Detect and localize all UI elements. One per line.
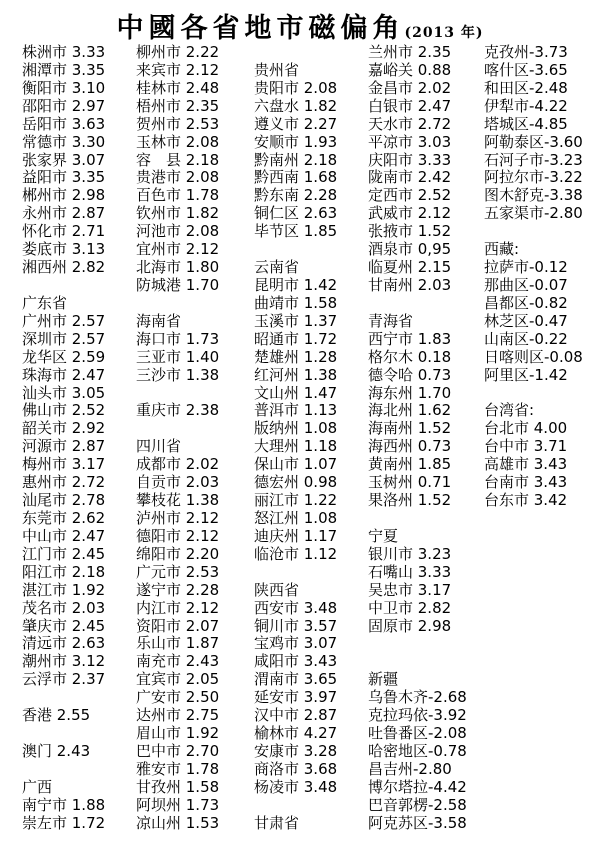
entry-line: 吐鲁番区-2.08 — [368, 724, 467, 743]
entry-line: 云浮市 2.37 — [22, 670, 106, 689]
entry-line: 益阳市 3.35 — [22, 168, 106, 187]
entry-line: 广安市 2.50 — [136, 688, 220, 707]
entry-line: 韶关市 2.92 — [22, 419, 106, 438]
blank-line — [22, 725, 138, 743]
entry-line: 庆阳市 3.33 — [368, 150, 452, 169]
entry-line: 台北市 4.00 — [484, 419, 568, 438]
entry-line: 永州市 2.87 — [22, 204, 106, 223]
entry-line: 河源市 2.87 — [22, 437, 106, 456]
entry-line: 桂林市 2.48 — [136, 78, 220, 97]
entry-line: 酒泉市 0,95 — [368, 240, 452, 259]
entry-line: 昭通市 1.72 — [254, 329, 338, 348]
entry-line: 海口市 1.73 — [136, 329, 220, 348]
entry-line: 茂名市 2.03 — [22, 598, 106, 617]
column-xinjiang-taiwan — [484, 44, 600, 510]
entry-line: 贵港市 2.08 — [136, 168, 220, 187]
column-gansu-xinjiang — [368, 44, 484, 833]
entry-line: 东莞市 2.62 — [22, 508, 106, 527]
entry-line: 湘西州 2.82 — [22, 258, 106, 277]
column-guangxi-sichuan — [136, 44, 252, 833]
entry-line: 安顺市 1.93 — [254, 132, 338, 151]
entry-line: 绵阳市 2.20 — [136, 544, 220, 563]
entry-line: 嘉峪关 0.88 — [368, 60, 452, 79]
entry-line: 肇庆市 2.45 — [22, 616, 106, 635]
entry-line: 台南市 3.43 — [484, 473, 568, 492]
entry-line: 格尔木 0.18 — [368, 347, 452, 366]
entry-line: 德宏州 0.98 — [254, 473, 338, 492]
entry-line: 巴中市 2.70 — [136, 741, 220, 760]
blank-line — [22, 761, 138, 779]
column-hunan-guangdong — [22, 44, 138, 833]
column-guizhou-shaanxi — [254, 44, 370, 833]
entry-line: 武威市 2.12 — [368, 204, 452, 223]
blank-line — [254, 44, 370, 62]
entry-line: 石嘴山 3.33 — [368, 562, 452, 581]
entry-line: 毕节区 1.85 — [254, 222, 338, 241]
entry-line: 百色市 1.78 — [136, 186, 220, 205]
entry-line: 来宾市 2.12 — [136, 60, 220, 79]
blank-line — [254, 797, 370, 815]
entry-line: 果洛州 1.52 — [368, 491, 452, 510]
entry-line: 广州市 2.57 — [22, 311, 106, 330]
title-text: 中國各省地市磁偏角 — [116, 13, 405, 44]
blank-line — [484, 223, 600, 241]
entry-line: 克孜州-3.73 — [484, 43, 568, 61]
entry-line: 平凉市 3.03 — [368, 132, 452, 151]
entry-line: 梅州市 3.17 — [22, 455, 106, 474]
entry-line: 吴忠市 3.17 — [368, 580, 452, 599]
entry-line: 黔西南 1.68 — [254, 168, 338, 187]
entry-line: 陕西省 — [254, 580, 300, 599]
entry-line: 宝鸡市 3.07 — [254, 634, 338, 653]
entry-line: 昌吉州-2.80 — [368, 759, 452, 778]
entry-line: 广东省 — [22, 293, 68, 312]
entry-line: 黔南州 2.18 — [254, 150, 338, 169]
entry-line: 林芝区-0.47 — [484, 311, 568, 330]
entry-line: 楚雄州 1.28 — [254, 347, 338, 366]
entry-line: 遵义市 2.27 — [254, 114, 338, 133]
entry-line: 青海省 — [368, 311, 414, 330]
entry-line: 岳阳市 3.63 — [22, 114, 106, 133]
entry-line: 临沧市 1.12 — [254, 544, 338, 563]
entry-line: 崇左市 1.72 — [22, 813, 106, 832]
entry-line: 汕头市 3.05 — [22, 383, 106, 402]
blank-line — [254, 564, 370, 582]
entry-line: 甘肃省 — [254, 813, 300, 832]
entry-line: 郴州市 2.98 — [22, 186, 106, 205]
entry-line: 宁夏 — [368, 526, 399, 545]
entry-line: 拉萨市-0.12 — [484, 258, 568, 277]
entry-line: 阿克苏区-3.58 — [368, 813, 467, 832]
entry-line: 宜宾市 2.05 — [136, 670, 220, 689]
entry-line: 防城港 1.70 — [136, 275, 220, 294]
entry-line: 佛山市 2.52 — [22, 401, 106, 420]
entry-line: 海东州 1.70 — [368, 383, 452, 402]
entry-line: 西宁市 1.83 — [368, 329, 452, 348]
entry-line: 榆林市 4.27 — [254, 724, 338, 743]
entry-line: 怒江州 1.08 — [254, 508, 338, 527]
entry-line: 海南省 — [136, 311, 182, 330]
entry-line: 克拉玛依-3.92 — [368, 706, 467, 725]
entry-line: 德令哈 0.73 — [368, 365, 452, 384]
entry-line: 玉林市 2.08 — [136, 132, 220, 151]
entry-line: 哈密地区-0.78 — [368, 741, 467, 760]
entry-line: 阿拉尔市-3.22 — [484, 168, 583, 187]
entry-line: 咸阳市 3.43 — [254, 652, 338, 671]
entry-line: 泸州市 2.12 — [136, 508, 220, 527]
entry-line: 河池市 2.08 — [136, 222, 220, 241]
entry-line: 昌都区-0.82 — [484, 293, 568, 312]
entry-line: 大理州 1.18 — [254, 437, 338, 456]
entry-line: 遂宁市 2.28 — [136, 580, 220, 599]
entry-line: 凉山州 1.53 — [136, 813, 220, 832]
entry-line: 天水市 2.72 — [368, 114, 452, 133]
entry-line: 三沙市 1.38 — [136, 365, 220, 384]
entry-line: 铜川市 3.57 — [254, 616, 338, 635]
blank-line — [136, 295, 252, 313]
entry-line: 黔东南 2.28 — [254, 186, 338, 205]
entry-line: 雅安市 1.78 — [136, 759, 220, 778]
entry-line: 成都市 2.02 — [136, 455, 220, 474]
entry-line: 延安市 3.97 — [254, 688, 338, 707]
entry-line: 和田区-2.48 — [484, 78, 568, 97]
entry-line: 珠海市 2.47 — [22, 365, 106, 384]
entry-line: 陇南市 2.42 — [368, 168, 452, 187]
blank-line — [254, 241, 370, 259]
entry-line: 安康市 3.28 — [254, 741, 338, 760]
entry-line: 塔城区-4.85 — [484, 114, 568, 133]
entry-line: 白银市 2.47 — [368, 96, 452, 115]
entry-line: 阿坝州 1.73 — [136, 795, 220, 814]
blank-line — [136, 420, 252, 438]
entry-line: 铜仁区 2.63 — [254, 204, 338, 223]
entry-line: 中山市 2.47 — [22, 526, 106, 545]
entry-line: 海北州 1.62 — [368, 401, 452, 420]
entry-line: 版纳州 1.08 — [254, 419, 338, 438]
entry-line: 渭南市 3.65 — [254, 670, 338, 689]
entry-line: 广西 — [22, 777, 53, 796]
entry-line: 龙华区 2.59 — [22, 347, 106, 366]
entry-line: 普洱市 1.13 — [254, 401, 338, 420]
entry-line: 台中市 3.71 — [484, 437, 568, 456]
entry-line: 三亚市 1.40 — [136, 347, 220, 366]
entry-line: 金昌市 2.02 — [368, 78, 452, 97]
entry-line: 自贡市 2.03 — [136, 473, 220, 492]
title-year: (2013 年) — [404, 25, 484, 41]
entry-line: 阿里区-1.42 — [484, 365, 568, 384]
entry-line: 台湾省: — [484, 401, 535, 420]
entry-line: 贵阳市 2.08 — [254, 78, 338, 97]
entry-line: 图木舒克-3.38 — [484, 186, 583, 205]
entry-line: 玉溪市 1.37 — [254, 311, 338, 330]
entry-line: 常德市 3.30 — [22, 132, 106, 151]
entry-line: 喀什区-3.65 — [484, 60, 568, 79]
entry-line: 丽江市 1.22 — [254, 491, 338, 510]
entry-line: 博尔塔拉-4.42 — [368, 777, 467, 796]
entry-line: 高雄市 3.43 — [484, 455, 568, 474]
entry-line: 定西市 2.52 — [368, 186, 452, 205]
entry-line: 容 县 2.18 — [136, 150, 220, 169]
entry-line: 固原市 2.98 — [368, 616, 452, 635]
entry-line: 台东市 3.42 — [484, 491, 568, 510]
entry-line: 澳门 2.43 — [22, 741, 91, 760]
entry-line: 贺州市 2.53 — [136, 114, 220, 133]
entry-line: 湘潭市 3.35 — [22, 60, 106, 79]
entry-line: 巴音郭楞-2.58 — [368, 795, 467, 814]
entry-line: 银川市 3.23 — [368, 544, 452, 563]
entry-line: 甘孜州 1.58 — [136, 777, 220, 796]
entry-line: 甘南州 2.03 — [368, 275, 452, 294]
entry-line: 南充市 2.43 — [136, 652, 220, 671]
entry-line: 乐山市 1.87 — [136, 634, 220, 653]
entry-line: 北海市 1.80 — [136, 258, 220, 277]
entry-line: 娄底市 3.13 — [22, 240, 106, 259]
entry-line: 海西州 0.73 — [368, 437, 452, 456]
entry-line: 梧州市 2.35 — [136, 96, 220, 115]
entry-line: 迪庆州 1.17 — [254, 526, 338, 545]
entry-line: 保山市 1.07 — [254, 455, 338, 474]
entry-line: 德阳市 2.12 — [136, 526, 220, 545]
blank-line — [368, 635, 484, 653]
entry-line: 四川省 — [136, 437, 182, 456]
entry-line: 贵州省 — [254, 60, 300, 79]
entry-line: 江门市 2.45 — [22, 544, 106, 563]
entry-line: 海南州 1.52 — [368, 419, 452, 438]
entry-line: 张家界 3.07 — [22, 150, 106, 169]
entry-line: 商洛市 3.68 — [254, 759, 338, 778]
entry-line: 临夏州 2.15 — [368, 258, 452, 277]
entry-line: 日喀则区-0.08 — [484, 347, 583, 366]
entry-line: 重庆市 2.38 — [136, 401, 220, 420]
entry-line: 湛江市 1.92 — [22, 580, 106, 599]
entry-line: 六盘水 1.82 — [254, 96, 338, 115]
entry-line: 乌鲁木齐-2.68 — [368, 688, 467, 707]
entry-line: 五家渠市-2.80 — [484, 204, 583, 223]
entry-line: 衡阳市 3.10 — [22, 78, 106, 97]
entry-line: 张掖市 1.52 — [368, 222, 452, 241]
entry-line: 南宁市 1.88 — [22, 795, 106, 814]
entry-line: 清远市 2.63 — [22, 634, 106, 653]
document-title — [0, 6, 600, 45]
entry-line: 阳江市 2.18 — [22, 562, 106, 581]
entry-line: 阿勒泰区-3.60 — [484, 132, 583, 151]
entry-line: 文山州 1.47 — [254, 383, 338, 402]
entry-line: 西安市 3.48 — [254, 598, 338, 617]
entry-line: 兰州市 2.35 — [368, 43, 452, 61]
entry-line: 内江市 2.12 — [136, 598, 220, 617]
entry-line: 潮州市 3.12 — [22, 652, 106, 671]
entry-line: 广元市 2.53 — [136, 562, 220, 581]
entry-line: 深圳市 2.57 — [22, 329, 106, 348]
entry-line: 曲靖市 1.58 — [254, 293, 338, 312]
entry-line: 云南省 — [254, 258, 300, 277]
blank-line — [22, 277, 138, 295]
entry-line: 红河州 1.38 — [254, 365, 338, 384]
entry-line: 昆明市 1.42 — [254, 275, 338, 294]
entry-line: 山南区-0.22 — [484, 329, 568, 348]
entry-line: 攀枝花 1.38 — [136, 491, 220, 510]
entry-line: 邵阳市 2.97 — [22, 96, 106, 115]
blank-line — [484, 385, 600, 403]
entry-line: 伊犁市-4.22 — [484, 96, 568, 115]
blank-line — [368, 653, 484, 671]
blank-line — [368, 510, 484, 528]
entry-line: 香港 2.55 — [22, 706, 91, 725]
entry-line: 那曲区-0.07 — [484, 275, 568, 294]
entry-line: 汕尾市 2.78 — [22, 491, 106, 510]
entry-line: 黄南州 1.85 — [368, 455, 452, 474]
blank-line — [136, 385, 252, 403]
entry-line: 资阳市 2.07 — [136, 616, 220, 635]
entry-line: 眉山市 1.92 — [136, 724, 220, 743]
entry-line: 石河子市-3.23 — [484, 150, 583, 169]
entry-line: 玉树州 0.71 — [368, 473, 452, 492]
entry-line: 西藏: — [484, 240, 520, 259]
entry-line: 杨凌市 3.48 — [254, 777, 338, 796]
entry-line: 新疆 — [368, 670, 399, 689]
blank-line — [22, 689, 138, 707]
entry-line: 中卫市 2.82 — [368, 598, 452, 617]
entry-line: 钦州市 1.82 — [136, 204, 220, 223]
entry-line: 汉中市 2.87 — [254, 706, 338, 725]
entry-line: 柳州市 2.22 — [136, 43, 220, 61]
entry-line: 达州市 2.75 — [136, 706, 220, 725]
blank-line — [368, 295, 484, 313]
entry-line: 株洲市 3.33 — [22, 43, 106, 61]
entry-line: 宜州市 2.12 — [136, 240, 220, 259]
entry-line: 怀化市 2.71 — [22, 222, 106, 241]
entry-line: 惠州市 2.72 — [22, 473, 106, 492]
